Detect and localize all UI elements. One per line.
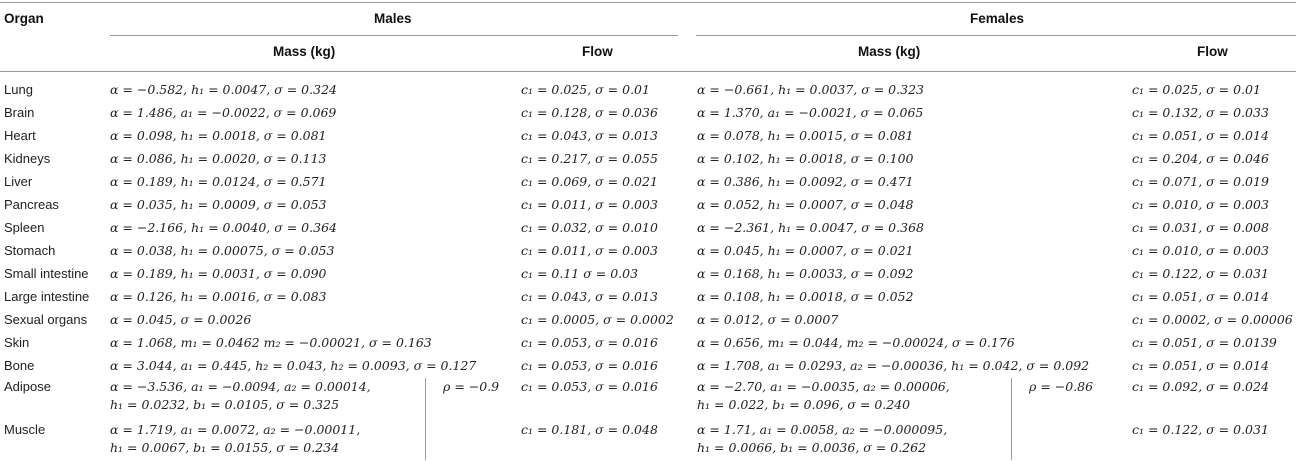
female-flow-params: c₁ = 0.051, σ = 0.014 bbox=[1132, 358, 1269, 373]
female-flow-params: c₁ = 0.092, σ = 0.024 bbox=[1132, 379, 1269, 394]
female-flow-params: c₁ = 0.051, σ = 0.014 bbox=[1132, 128, 1269, 143]
organ-name: Spleen bbox=[4, 220, 45, 235]
female-flow-params: c₁ = 0.010, σ = 0.003 bbox=[1132, 243, 1269, 258]
male-flow-params: c₁ = 0.053, σ = 0.016 bbox=[521, 358, 658, 373]
organ-name: Sexual organs bbox=[4, 312, 88, 327]
female-flow-params: c₁ = 0.071, σ = 0.019 bbox=[1132, 174, 1269, 189]
female-flow-params: c₁ = 0.051, σ = 0.014 bbox=[1132, 289, 1269, 304]
male-correlation: ρ = −0.9 bbox=[443, 379, 500, 394]
male-mass-params: α = 0.035, h₁ = 0.0009, σ = 0.053 bbox=[110, 197, 327, 212]
header-organ: Organ bbox=[4, 11, 44, 26]
male-mass-params: α = 1.486, a₁ = −0.0022, σ = 0.069 bbox=[110, 105, 337, 120]
female-mass-params: α = 0.078, h₁ = 0.0015, σ = 0.081 bbox=[697, 128, 914, 143]
female-flow-params: c₁ = 0.122, σ = 0.031 bbox=[1132, 422, 1269, 437]
female-flow-params: c₁ = 0.031, σ = 0.008 bbox=[1132, 220, 1269, 235]
organ-name: Bone bbox=[4, 358, 35, 373]
male-flow-params: c₁ = 0.069, σ = 0.021 bbox=[521, 174, 658, 189]
organ-name: Small intestine bbox=[4, 266, 89, 281]
female-mass-params: α = −2.70, a₁ = −0.0035, a₂ = 0.00006, bbox=[697, 379, 950, 394]
male-mass-params: α = 1.068, m₁ = 0.0462 m₂ = −0.00021, σ = 0.163 bbox=[110, 335, 432, 350]
male-mass-params: α = 0.045, σ = 0.0026 bbox=[110, 312, 252, 327]
male-mass-params: α = 0.126, h₁ = 0.0016, σ = 0.083 bbox=[110, 289, 327, 304]
male-mass-params: α = 0.189, h₁ = 0.0031, σ = 0.090 bbox=[110, 266, 327, 281]
females-rho-separator bbox=[1011, 378, 1012, 460]
organ-name: Skin bbox=[4, 335, 30, 350]
male-mass-params: α = 0.189, h₁ = 0.0124, σ = 0.571 bbox=[110, 174, 327, 189]
male-flow-params: c₁ = 0.217, σ = 0.055 bbox=[521, 151, 658, 166]
male-flow-params: c₁ = 0.0005, σ = 0.0002 bbox=[521, 312, 674, 327]
female-mass-params: α = 1.708, a₁ = 0.0293, a₂ = −0.00036, h₁ = 0.042, σ = 0.092 bbox=[697, 358, 1090, 373]
female-correlation: ρ = −0.86 bbox=[1029, 379, 1094, 394]
header-females: Females bbox=[970, 11, 1025, 26]
female-mass-params: α = −0.661, h₁ = 0.0037, σ = 0.323 bbox=[697, 82, 924, 97]
female-mass-params: α = 0.012, σ = 0.0007 bbox=[697, 312, 839, 327]
organ-name: Pancreas bbox=[4, 197, 59, 212]
male-flow-params: c₁ = 0.032, σ = 0.010 bbox=[521, 220, 658, 235]
female-mass-params: h₁ = 0.0066, b₁ = 0.0036, σ = 0.262 bbox=[697, 440, 927, 455]
female-mass-params: α = 0.102, h₁ = 0.0018, σ = 0.100 bbox=[697, 151, 914, 166]
female-flow-params: c₁ = 0.204, σ = 0.046 bbox=[1132, 151, 1269, 166]
male-mass-params: α = −2.166, h₁ = 0.0040, σ = 0.364 bbox=[110, 220, 337, 235]
organ-name: Kidneys bbox=[4, 151, 51, 166]
organ-name: Lung bbox=[4, 82, 33, 97]
male-mass-params: α = −3.536, a₁ = −0.0094, a₂ = 0.00014, bbox=[110, 379, 371, 394]
header-male-flow: Flow bbox=[582, 44, 613, 59]
header-female-flow: Flow bbox=[1197, 44, 1228, 59]
male-flow-params: c₁ = 0.11 σ = 0.03 bbox=[521, 266, 639, 281]
female-mass-params: h₁ = 0.022, b₁ = 0.096, σ = 0.240 bbox=[697, 397, 911, 412]
organ-name: Brain bbox=[4, 105, 35, 120]
male-flow-params: c₁ = 0.181, σ = 0.048 bbox=[521, 422, 658, 437]
female-mass-params: α = 1.71, a₁ = 0.0058, a₂ = −0.000095, bbox=[697, 422, 948, 437]
male-mass-params: α = 1.719, a₁ = 0.0072, a₂ = −0.00011, bbox=[110, 422, 361, 437]
female-flow-params: c₁ = 0.010, σ = 0.003 bbox=[1132, 197, 1269, 212]
organ-name: Stomach bbox=[4, 243, 56, 258]
male-mass-params: α = 0.086, h₁ = 0.0020, σ = 0.113 bbox=[110, 151, 327, 166]
organ-name: Muscle bbox=[4, 422, 46, 437]
male-flow-params: c₁ = 0.025, σ = 0.01 bbox=[521, 82, 650, 97]
male-mass-params: h₁ = 0.0067, b₁ = 0.0155, σ = 0.234 bbox=[110, 440, 340, 455]
male-mass-params: h₁ = 0.0232, b₁ = 0.0105, σ = 0.325 bbox=[110, 397, 340, 412]
header-males: Males bbox=[374, 11, 412, 26]
header-bottom-rule bbox=[0, 71, 1296, 72]
male-flow-params: c₁ = 0.043, σ = 0.013 bbox=[521, 128, 658, 143]
female-mass-params: α = 1.370, a₁ = −0.0021, σ = 0.065 bbox=[697, 105, 924, 120]
male-flow-params: c₁ = 0.043, σ = 0.013 bbox=[521, 289, 658, 304]
female-mass-params: α = 0.052, h₁ = 0.0007, σ = 0.048 bbox=[697, 197, 914, 212]
header-female-mass: Mass (kg) bbox=[858, 44, 921, 59]
organ-name: Heart bbox=[4, 128, 36, 143]
male-flow-params: c₁ = 0.053, σ = 0.016 bbox=[521, 335, 658, 350]
male-mass-params: α = 0.098, h₁ = 0.0018, σ = 0.081 bbox=[110, 128, 327, 143]
table-top-rule bbox=[0, 2, 1296, 3]
female-mass-params: α = 0.386, h₁ = 0.0092, σ = 0.471 bbox=[697, 174, 914, 189]
male-mass-params: α = 3.044, a₁ = 0.445, h₂ = 0.043, h₂ = 0.0093, σ = 0.127 bbox=[110, 358, 477, 373]
female-flow-params: c₁ = 0.0002, σ = 0.00006 bbox=[1132, 312, 1293, 327]
female-mass-params: α = 0.656, m₁ = 0.044, m₂ = −0.00024, σ = 0.176 bbox=[697, 335, 1015, 350]
female-flow-params: c₁ = 0.132, σ = 0.033 bbox=[1132, 105, 1269, 120]
organ-name: Liver bbox=[4, 174, 33, 189]
female-flow-params: c₁ = 0.122, σ = 0.031 bbox=[1132, 266, 1269, 281]
organ-name: Large intestine bbox=[4, 289, 90, 304]
female-mass-params: α = 0.045, h₁ = 0.0007, σ = 0.021 bbox=[697, 243, 914, 258]
female-mass-params: α = 0.168, h₁ = 0.0033, σ = 0.092 bbox=[697, 266, 914, 281]
males-group-rule bbox=[110, 35, 678, 36]
female-flow-params: c₁ = 0.051, σ = 0.0139 bbox=[1132, 335, 1277, 350]
female-mass-params: α = −2.361, h₁ = 0.0047, σ = 0.368 bbox=[697, 220, 924, 235]
header-male-mass: Mass (kg) bbox=[273, 44, 336, 59]
male-mass-params: α = 0.038, h₁ = 0.00075, σ = 0.053 bbox=[110, 243, 335, 258]
male-flow-params: c₁ = 0.128, σ = 0.036 bbox=[521, 105, 658, 120]
male-mass-params: α = −0.582, h₁ = 0.0047, σ = 0.324 bbox=[110, 82, 337, 97]
male-flow-params: c₁ = 0.011, σ = 0.003 bbox=[521, 243, 658, 258]
male-flow-params: c₁ = 0.011, σ = 0.003 bbox=[521, 197, 658, 212]
male-flow-params: c₁ = 0.053, σ = 0.016 bbox=[521, 379, 658, 394]
organ-name: Adipose bbox=[4, 379, 51, 394]
females-group-rule bbox=[696, 35, 1296, 36]
males-rho-separator bbox=[425, 378, 426, 460]
female-flow-params: c₁ = 0.025, σ = 0.01 bbox=[1132, 82, 1261, 97]
female-mass-params: α = 0.108, h₁ = 0.0018, σ = 0.052 bbox=[697, 289, 914, 304]
